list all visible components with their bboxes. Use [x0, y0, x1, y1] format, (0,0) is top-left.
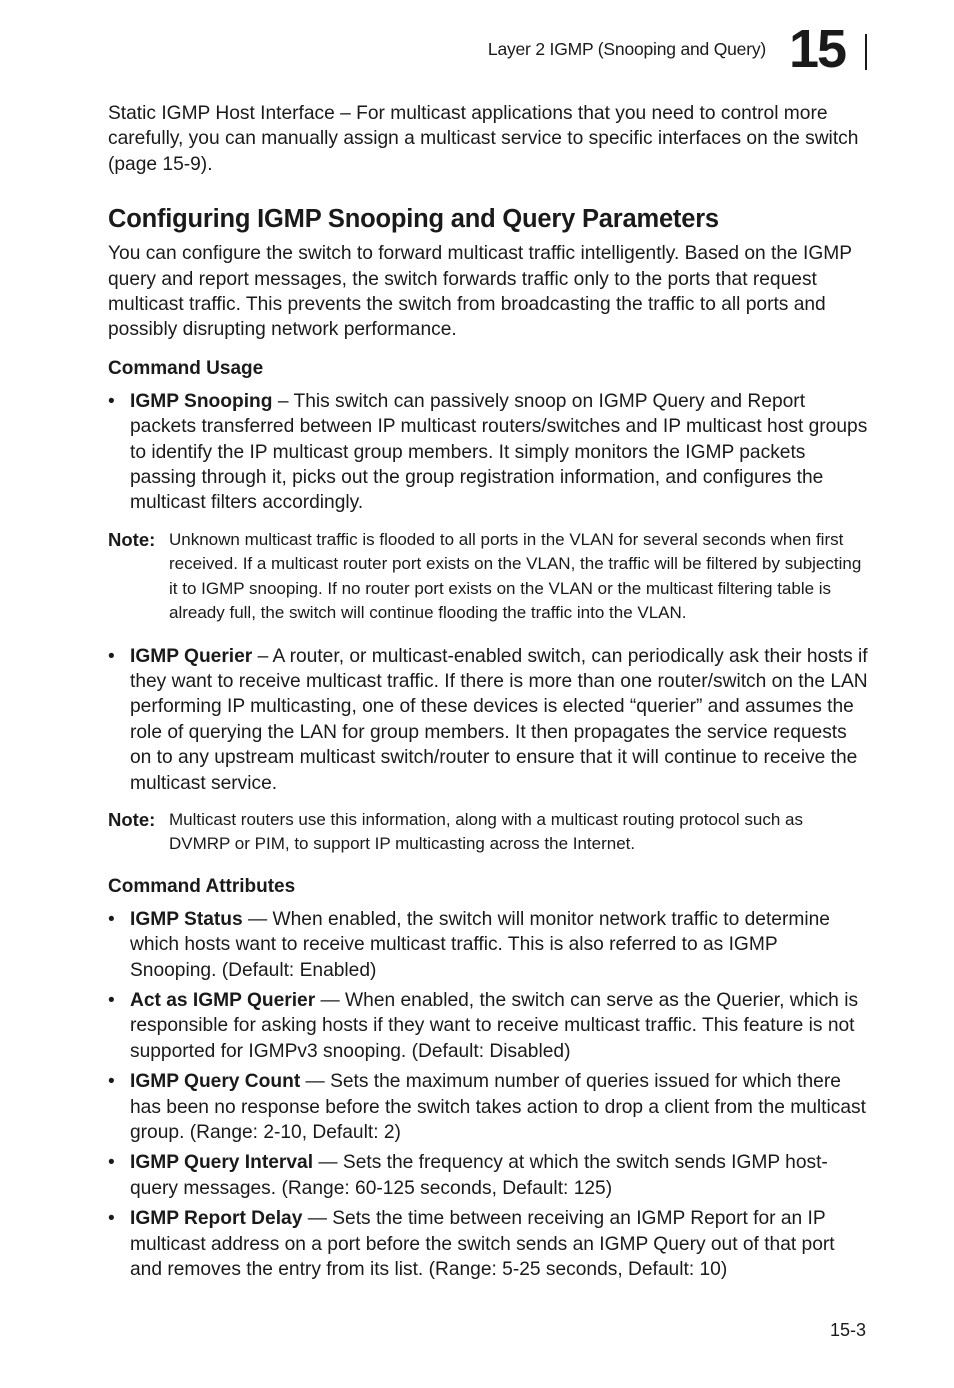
list-item-term: IGMP Query Interval: [130, 1152, 314, 1174]
list-item: [108, 644, 868, 796]
section-paragraph: You can configure the switch to forward multicast traffic intelligently. Based on the IGMP query and report messages, the switch forwards traffic only to the ports that request multicast traffic. This prevents the switch from broadcasting the traffic to all ports and possibly disrupting network performance.: [108, 243, 852, 341]
bullet-marker: •: [108, 989, 115, 1011]
list-item-term: IGMP Status: [130, 908, 243, 930]
list-item-text: — Sets the time between receiving an IGMP Report for an IP multicast address on a port before the switch sends an IGMP Query out of that port and removes the entry from its list. (Range: 5-25 seconds, Default: 10): [130, 1208, 835, 1281]
note-label: Note:: [108, 808, 156, 830]
list-item: [108, 988, 868, 1064]
note-label: Note:: [108, 528, 156, 550]
bullet-marker: •: [108, 390, 115, 412]
page-content: [108, 101, 868, 1287]
list-item: [108, 1150, 868, 1201]
list-item-text: — When enabled, the switch will monitor network traffic to determine which hosts want to receive multicast traffic. This is also referred to as IGMP Snooping. (Default: Enabled): [130, 908, 830, 981]
running-header-title: Layer 2 IGMP (Snooping and Query): [487, 39, 766, 59]
list-item-term: Act as IGMP Querier: [130, 989, 316, 1011]
list-item-text: — When enabled, the switch can serve as the Querier, which is responsible for asking hosts if they want to receive multicast traffic. This feature is not supported for IGMPv3 snooping. (Default: Disabled): [130, 989, 859, 1062]
bullet-marker: •: [108, 1071, 115, 1093]
intro-paragraph: Static IGMP Host Interface – For multicast applications that you need to control more carefully, you can manually assign a multicast service to specific interfaces on the switch (page 15-9).: [108, 103, 859, 175]
list-item: [108, 1069, 868, 1145]
term-igmp-querier: IGMP Querier: [130, 645, 253, 667]
term-igmp-snooping: IGMP Snooping: [130, 390, 273, 412]
page-number: 15-3: [829, 1320, 866, 1340]
command-attributes-list: [108, 907, 868, 1283]
bullet-marker: •: [108, 1152, 115, 1174]
list-item-text: – A router, or multicast-enabled switch, can periodically ask their hosts if they want to receive multicast traffic. If there is more than one router/switch on the LAN performing IP multicasting, one of these devices is elected “querier” and assumes the role of querying the LAN for group members. It then propagates the service requests on to any upstream multicast switch/router to ensure that it will continue to receive the multicast service.: [130, 645, 868, 794]
note-text: Unknown multicast traffic is flooded to all ports in the VLAN for several seconds when first received. If a multicast router port exists on the VLAN, the traffic will be filtered by subjecting it to IGMP snooping. If no router port exists on the VLAN or the multicast filtering table is already full, the switch will continue flooding the traffic into the VLAN.: [169, 529, 862, 623]
list-item-term: IGMP Query Count: [130, 1071, 301, 1093]
command-usage-list: [108, 389, 868, 516]
list-item: [108, 907, 868, 983]
note-block: [108, 808, 868, 857]
command-attributes-heading: Command Attributes: [108, 875, 296, 897]
note-block: [108, 528, 868, 626]
list-item: [108, 1206, 868, 1282]
list-item-text: — Sets the maximum number of queries issued for which there has been no response before the switch takes action to drop a client from the multicast group. (Range: 2-10, Default: 2): [130, 1071, 866, 1143]
list-item-term: IGMP Report Delay: [130, 1208, 303, 1230]
bullet-marker: •: [108, 1208, 115, 1230]
list-item-text: — Sets the frequency at which the switch sends IGMP host-query messages. (Range: 60-125 seconds, Default: 125): [130, 1152, 828, 1199]
chapter-divider-rule: [865, 34, 867, 70]
note-text: Multicast routers use this information, along with a multicast routing protocol such as DVMRP or PIM, to support IP multicasting across the Internet.: [169, 809, 804, 854]
bullet-marker: •: [108, 645, 115, 667]
list-item-text: – This switch can passively snoop on IGMP Query and Report packets transferred between IP multicast routers/switches and IP multicast host groups to identify the IP multicast group members. It simply monitors the IGMP packets passing through it, picks out the group registration information, and configures the multicast filters accordingly.: [130, 390, 868, 514]
section-heading: Configuring IGMP Snooping and Query Parameters: [108, 205, 719, 234]
command-usage-heading: Command Usage: [108, 357, 264, 379]
chapter-number: 15: [789, 19, 846, 79]
list-item: [108, 389, 868, 516]
command-usage-list-continued: [108, 644, 868, 796]
bullet-marker: •: [108, 908, 115, 930]
